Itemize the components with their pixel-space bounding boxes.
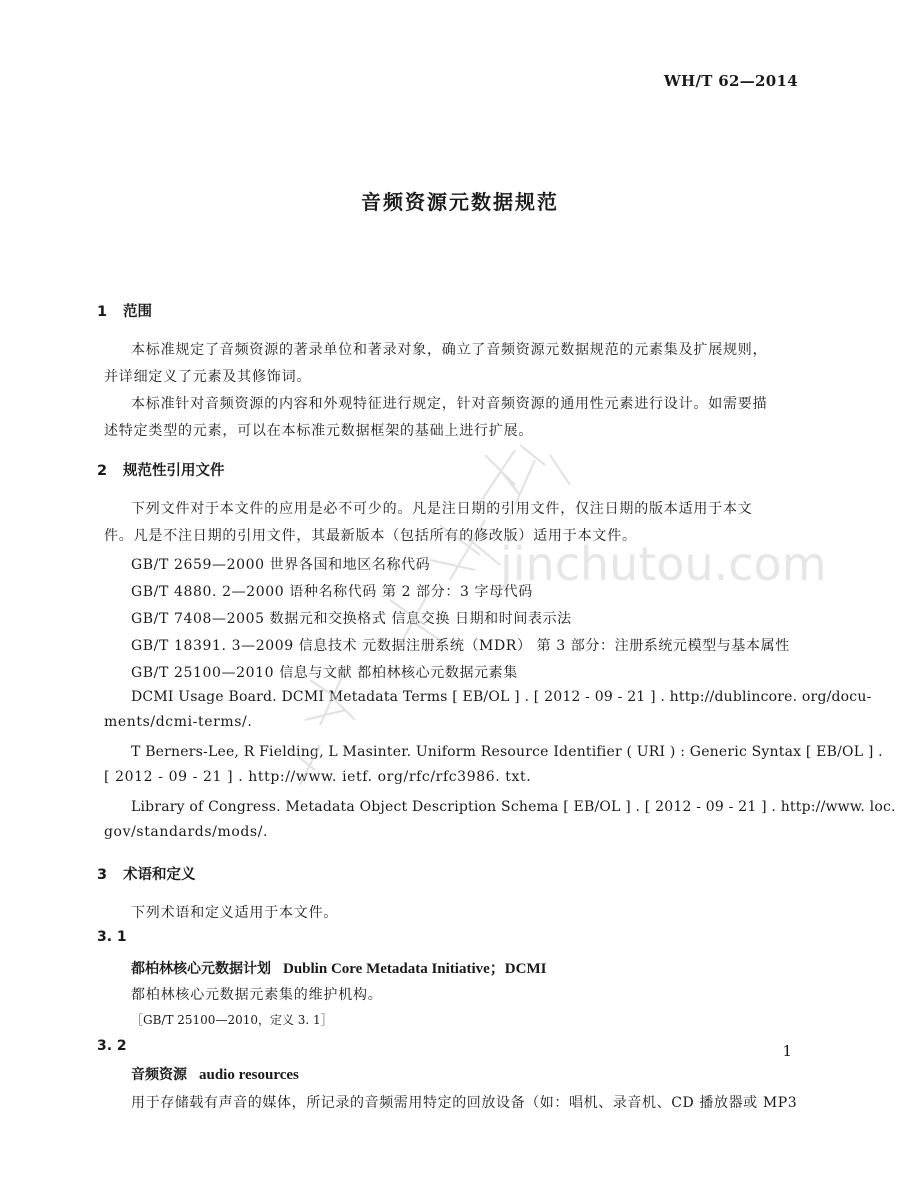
reference-uri-line-1: T Berners-Lee, R Fielding, L Masinter. Uniform Resource Identifier ( URI ) : Generic Syntax [ EB/OL ] .: [131, 744, 883, 760]
reference-item: GB/T 25100—2010 信息与文献 都柏林核心元数据元素集: [131, 665, 518, 681]
section-3-number: 3: [97, 867, 108, 883]
term-definition: 用于存储载有声音的媒体，所记录的音频需用特定的回放设备（如：唱机、录音机、CD 播放器或 MP3: [131, 1095, 798, 1111]
term-definition: 都柏林核心元数据元素集的维护机构。: [131, 987, 383, 1003]
term-number: 3. 2: [97, 1038, 127, 1054]
section-3-heading: [97, 863, 196, 884]
section-1-para-2-line-1: 本标准针对音频资源的内容和外观特征进行规定，针对音频资源的通用性元素进行设计。如需要描: [131, 396, 768, 412]
section-2-number: 2: [97, 463, 108, 479]
term-heading: [131, 1064, 299, 1084]
section-1-title: 范围: [123, 304, 152, 320]
reference-item: GB/T 2659—2000 世界各国和地区名称代码: [131, 557, 431, 573]
section-2-para-line-1: 下列文件对于本文件的应用是必不可少的。凡是注日期的引用文件，仅注日期的版本适用于本文: [131, 501, 753, 517]
section-1-heading: [97, 300, 152, 321]
reference-uri-line-2: [ 2012 - 09 - 21 ] . http://www. ietf. org/rfc/rfc3986. txt.: [104, 769, 532, 785]
term-name-en: Dublin Core Metadata Initiative；DCMI: [283, 961, 547, 977]
reference-dcmi-line-1: DCMI Usage Board. DCMI Metadata Terms [ EB/OL ] . [ 2012 - 09 - 21 ] . http://dublincore. org/docu-: [131, 689, 872, 705]
reference-item: GB/T 4880. 2—2000 语种名称代码 第 2 部分：3 字母代码: [131, 584, 533, 600]
section-1-para-2-line-2: 述特定类型的元素，可以在本标准元数据框架的基础上进行扩展。: [104, 423, 534, 439]
section-2-para-line-2: 件。凡是不注日期的引用文件，其最新版本（包括所有的修改版）适用于本文件。: [104, 528, 637, 544]
term-name-zh: 音频资源: [131, 1067, 187, 1083]
section-2-heading: [97, 459, 225, 480]
section-1-para-1-line-1: 本标准规定了音频资源的著录单位和著录对象，确立了音频资源元数据规范的元素集及扩展规则，: [131, 342, 768, 358]
term-name-zh: 都柏林核心元数据计划: [131, 961, 271, 977]
standard-code: WH/T 62—2014: [663, 72, 798, 90]
reference-loc-line-2: gov/standards/mods/.: [104, 824, 269, 840]
section-1-para-1-line-2: 并详细定义了元素及其修饰词。: [104, 369, 312, 385]
reference-loc-line-1: Library of Congress. Metadata Object Description Schema [ EB/OL ] . [ 2012 - 09 - 21 ] . http://www. loc.: [131, 799, 896, 815]
page-title: 音频资源元数据规范: [361, 190, 559, 214]
page-number: 1: [782, 1042, 792, 1060]
section-2-title: 规范性引用文件: [123, 463, 225, 479]
term-number: 3. 1: [97, 929, 127, 945]
watermark-url: jinchutou.com: [500, 537, 827, 591]
section-1-number: 1: [97, 304, 108, 320]
section-3-title: 术语和定义: [123, 867, 196, 883]
reference-item: GB/T 18391. 3—2009 信息技术 元数据注册系统（MDR） 第 3 部分：注册系统元模型与基本属性: [131, 638, 790, 654]
term-source: ［GB/T 25100—2010，定义 3. 1］: [131, 1013, 333, 1027]
term-name-en: audio resources: [199, 1067, 299, 1083]
section-3-intro: 下列术语和定义适用于本文件。: [131, 905, 339, 921]
reference-item: GB/T 7408—2005 数据元和交换格式 信息交换 日期和时间表示法: [131, 611, 572, 627]
reference-dcmi-line-2: ments/dcmi-terms/.: [104, 714, 253, 730]
term-heading: [131, 957, 546, 978]
